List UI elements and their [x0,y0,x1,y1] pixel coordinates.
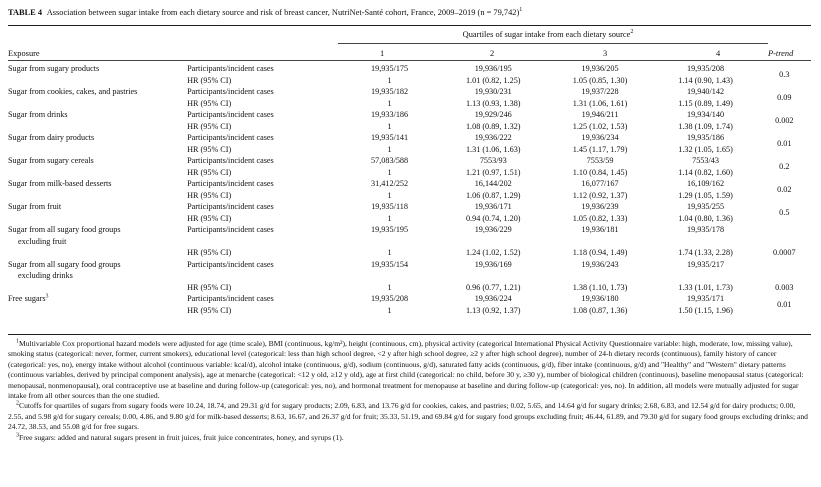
q2-cases: 19,936/224 [474,294,512,303]
q4-cases: 19,935/178 [686,225,725,234]
footnote-3: $^3$Free sugars: added and natural sugars present in fruit juices, fruit juice concentrates, honey, and syrups (1). [16,432,344,442]
ptrend-value: 0.2 [779,161,790,171]
q2-cases: 19,936/195 [474,64,512,73]
top-rule [8,25,811,26]
hr-label: HR (95% CI) [187,75,232,85]
q3-cases: 19,936/205 [581,64,619,73]
hr-label: HR (95% CI) [187,98,232,108]
table-row [8,293,811,305]
ptrend-empty [758,259,811,271]
q4-hr: 1.14 (0.82, 1.60) [678,167,733,177]
ptrend-value: 0.0007 [773,248,796,257]
hr-label: HR (95% CI) [187,190,232,200]
q2-hr: 1.13 (0.93, 1.38) [465,98,521,108]
cases-label: Participants/incident cases [187,156,274,165]
q4-cases: 19,934/140 [686,110,725,119]
cases-label: Participants/incident cases [187,87,274,96]
empty-cell [440,270,547,282]
cases-label: Participants/incident cases [187,202,274,211]
cases-label: Participants/incident cases [187,110,274,119]
q4-hr: 1.15 (0.89, 1.49) [678,98,733,108]
q1-cases: 19,935/182 [371,87,409,96]
empty-cell [758,270,811,282]
quartiles-footnote-ref: 2 [630,29,634,36]
q1-hr: 1 [387,98,392,108]
exposure-label: Sugar from fruit [8,202,62,211]
q1-cases: 19,935/118 [371,202,408,211]
q1-hr: 1 [387,248,392,257]
table-row [8,86,811,98]
cases-label: Participants/incident cases [187,133,274,142]
q1-hr: 1 [387,167,392,177]
exposure-label-line2: excluding drinks [18,271,73,280]
hr-label: HR (95% CI) [187,167,232,177]
empty-cell [653,236,757,248]
q3-cases: 19,936/180 [581,294,619,303]
q3-cases: 19,946/211 [581,110,619,119]
ptrend-value: 0.002 [775,115,794,125]
ptrend-value: 0.5 [779,207,790,217]
q3-hr: 1.05 (0.85, 1.30) [572,75,628,85]
q3-hr: 1.05 (0.82, 1.33) [572,213,628,223]
hr-label: HR (95% CI) [187,282,232,292]
quartile-2-header: 2 [490,49,495,58]
q2-hr: 1.21 (0.97, 1.51) [465,167,521,177]
q1-cases: 19,935/175 [371,64,409,73]
empty-cell [653,270,757,282]
q2-hr: 1.24 (1.02, 1.52) [465,248,521,257]
q3-cases: 19,936/234 [581,133,619,142]
table-row [8,201,811,213]
q3-cases: 19,936/243 [581,259,619,269]
q1-hr: 1 [387,213,392,223]
q2-cases: 19,929/246 [474,110,512,119]
q4-cases: 19,935/217 [686,259,725,269]
table-row [8,132,811,144]
q3-hr: 1.10 (0.84, 1.45) [572,167,628,177]
empty-cell [339,270,440,282]
exposure-label: Sugar from all sugary food groups [8,225,121,234]
q2-cases: 19,930/231 [474,87,512,96]
q1-cases: 19,935/208 [371,294,409,303]
quartile-4-header: 4 [716,49,721,58]
q2-hr: 1.08 (0.89, 1.32) [465,121,521,131]
empty-cell [758,236,811,248]
q1-hr: 1 [387,144,392,154]
exposure-label: Sugar from cookies, cakes, and pastries [8,87,138,96]
empty-cell [547,236,654,248]
q4-cases: 16,109/162 [686,179,725,188]
cases-label: Participants/incident cases [187,259,274,269]
q2-hr: 1.13 (0.92, 1.37) [465,305,521,315]
empty-cell [187,236,339,248]
q4-hr: 1.50 (1.15, 1.96) [678,305,733,315]
empty-cell [547,270,654,282]
q1-cases: 19,935/195 [371,225,409,234]
table-row [8,270,811,282]
hr-label: HR (95% CI) [187,248,232,257]
q4-cases: 19,935/171 [686,294,725,303]
cases-label: Participants/incident cases [187,294,274,303]
quartiles-underline [338,43,768,44]
q4-hr: 1.04 (0.80, 1.36) [678,213,733,223]
bottom-rule [8,334,811,335]
q2-cases: 19,936/229 [474,225,512,234]
q3-cases: 16,077/167 [581,179,619,188]
exposure-label: Sugar from dairy products [8,133,95,142]
q3-hr: 1.12 (0.92, 1.37) [572,190,628,200]
hr-label: HR (95% CI) [187,213,232,223]
q3-hr: 1.08 (0.87, 1.36) [572,305,628,315]
exposure-header: Exposure [8,49,40,58]
q2-hr: 0.96 (0.77, 1.21) [465,282,521,292]
ptrend-header: P-trend [768,49,794,58]
q2-cases: 19,936/169 [474,259,512,269]
exposure-label: Free sugars$^3$ [8,293,49,303]
q2-cases: 19,936/171 [474,202,512,211]
empty-cell [440,236,547,248]
q3-hr: 1.18 (0.94, 1.49) [572,248,628,257]
q1-hr: 1 [387,305,392,315]
ptrend-value: 0.01 [777,138,792,148]
exposure-label: Sugar from drinks [8,110,68,119]
caption-footnote-ref: 1 [519,7,523,14]
exposure-label: Sugar from sugary products [8,64,100,73]
q1-hr: 1 [387,75,392,85]
hr-label: HR (95% CI) [187,305,232,315]
q4-hr: 1.32 (1.05, 1.65) [678,144,733,154]
q4-hr: 1.14 (0.90, 1.43) [678,75,733,85]
table-row [8,155,811,167]
table-title: Association between sugar intake from each dietary source and risk of breast cancer, NutriNet-Santé cohort, France, 2009–2019 (n = 79,742) [46,8,520,17]
q1-cases: 19,935/141 [371,133,409,142]
q1-cases: 31,412/252 [371,179,409,188]
empty-cell [8,247,187,259]
ptrend-value: 0.01 [777,299,792,309]
ptrend-value: 0.09 [777,92,792,102]
results-table-body [8,63,811,316]
q1-hr: 1 [387,282,392,292]
header-rule [8,60,811,61]
q3-cases: 7553/59 [586,156,614,165]
ptrend-empty [758,224,811,236]
ptrend-value: 0.003 [775,282,794,292]
exposure-label: Sugar from milk-based desserts [8,179,112,188]
exposure-label-line2: excluding fruit [18,236,67,246]
results-table [8,63,811,316]
q4-hr: 1.29 (1.05, 1.59) [678,190,733,200]
q2-hr: 1.31 (1.06, 1.63) [465,144,521,154]
footnote-1: $^1$Multivariable Cox proportional hazard models were adjusted for age (time scale), BMI (continuous, kg/m²), height (continuous, cm), physical activity (categorical International Physical Activity Questionnaire variable: high, moderate, low, missing value), smoking status (categorical: never, former, current smokers), educational level (categorical: less than high school degree, <2 y after high school degree, ≥2 y after high school degree), number of 24-h dietary records (continuous), family history of cancer (categorical: yes, no), energy intake without alcohol (continuous variable: kcal/d), alcohol intake (continuous, g/d), sodium (continuous, g/d), saturated fatty acids (continuous, g/d), fiber intake (continuous, g/d) and "Healthy" and "Western" dietary patterns (continuous variables, derived by principal component analysis), age at menarche (categorical: <12 y old, ≥12 y old), age at first child (categorical: no child, before 30 y, ≥30 y), number of biological children (continuous), baseline menopausal status (categorical: menopausal, nonmenopausal), oral contraceptive use at baseline and during follow-up (categorical: yes, no), and hormonal treatment for menopause at baseline and during follow-up (categorical: yes, no). In addition, all models were mutually adjusted for sugar intake from all other sources than the one studied. [8,338,804,401]
ptrend-value: 0.3 [779,69,790,79]
table-row [8,178,811,190]
q3-cases: 19,936/181 [581,225,619,234]
empty-cell [339,236,440,248]
table-row [8,247,811,259]
table-row [8,236,811,248]
cases-label: Participants/incident cases [187,179,274,188]
quartile-3-header: 3 [603,49,608,58]
q3-hr: 1.45 (1.17, 1.79) [572,144,628,154]
q4-cases: 19,940/142 [686,87,725,96]
q2-cases: 16,144/202 [474,179,512,188]
hr-label: HR (95% CI) [187,144,232,154]
table-row [8,224,811,236]
exposure-label: Sugar from all sugary food groups [8,259,121,269]
hr-label: HR (95% CI) [187,121,232,131]
q3-hr: 1.25 (1.02, 1.53) [572,121,628,131]
ptrend-value: 0.02 [777,184,792,194]
table-label: TABLE 4 [8,8,43,17]
footnotes [8,339,808,443]
q3-hr: 1.31 (1.06, 1.61) [572,98,628,108]
q2-cases: 19,936/222 [474,133,512,142]
q1-cases: 57,083/588 [371,156,409,165]
q4-cases: 19,935/255 [686,202,725,211]
footnote-2: $^2$Cutoffs for quartiles of sugars from sugary foods were 10.24, 18.74, and 29.31 g/d for sugary products; 2.09, 6.83, and 13.76 g/d for cookies, cakes, and pastries; 0.02, 5.65, and 14.64 g/d for sugary drinks; 2.68, 6.83, and 12.54 g/d for dairy products; 0.00, 2.55, and 5.98 g/d for sugary cereals; 0.00, 4.86, and 9.80 g/d for milk-based desserts; 8.63, 16.67, and 26.37 g/d for fruit; 35.33, 51.19, and 69.84 g/d for sugary food groups excluding fruit; 46.44, 61.89, and 79.30 g/d for sugary food groups excluding drinks; and 24.72, 38.53, and 55.08 g/d for free sugars. [8,400,808,432]
q4-cases: 19,935/186 [686,133,725,142]
q3-cases: 19,936/239 [581,202,619,211]
q2-hr: 1.06 (0.87, 1.29) [465,190,521,200]
q2-hr: 1.01 (0.82, 1.25) [465,75,521,85]
q1-hr: 1 [387,190,392,200]
quartile-1-header: 1 [380,49,385,58]
q4-cases: 19,935/208 [686,64,725,73]
cases-label: Participants/incident cases [187,64,274,73]
empty-cell [187,270,339,282]
q2-hr: 0.94 (0.74, 1.20) [465,213,521,223]
q4-hr: 1.38 (1.09, 1.74) [678,121,733,131]
table-row [8,282,811,294]
exposure-label: Sugar from sugary cereals [8,156,94,165]
table-row [8,63,811,75]
q4-cases: 7553/43 [692,156,719,165]
table-row [8,109,811,121]
q1-cases: 19,935/154 [371,259,409,269]
q4-hr: 1.33 (1.01, 1.73) [678,282,733,292]
table-row [8,259,811,271]
quartiles-heading [338,30,758,39]
q2-cases: 7553/93 [479,156,507,165]
q1-hr: 1 [387,121,392,131]
cases-label: Participants/incident cases [187,225,274,234]
q3-cases: 19,937/228 [581,87,619,96]
empty-cell [8,282,187,294]
quartiles-title: Quartiles of sugar intake from each dietary source [462,30,631,39]
q1-cases: 19,933/186 [371,110,409,119]
table-caption [8,8,522,17]
q3-hr: 1.38 (1.10, 1.73) [572,282,628,292]
q4-hr: 1.74 (1.33, 2.28) [678,248,733,257]
